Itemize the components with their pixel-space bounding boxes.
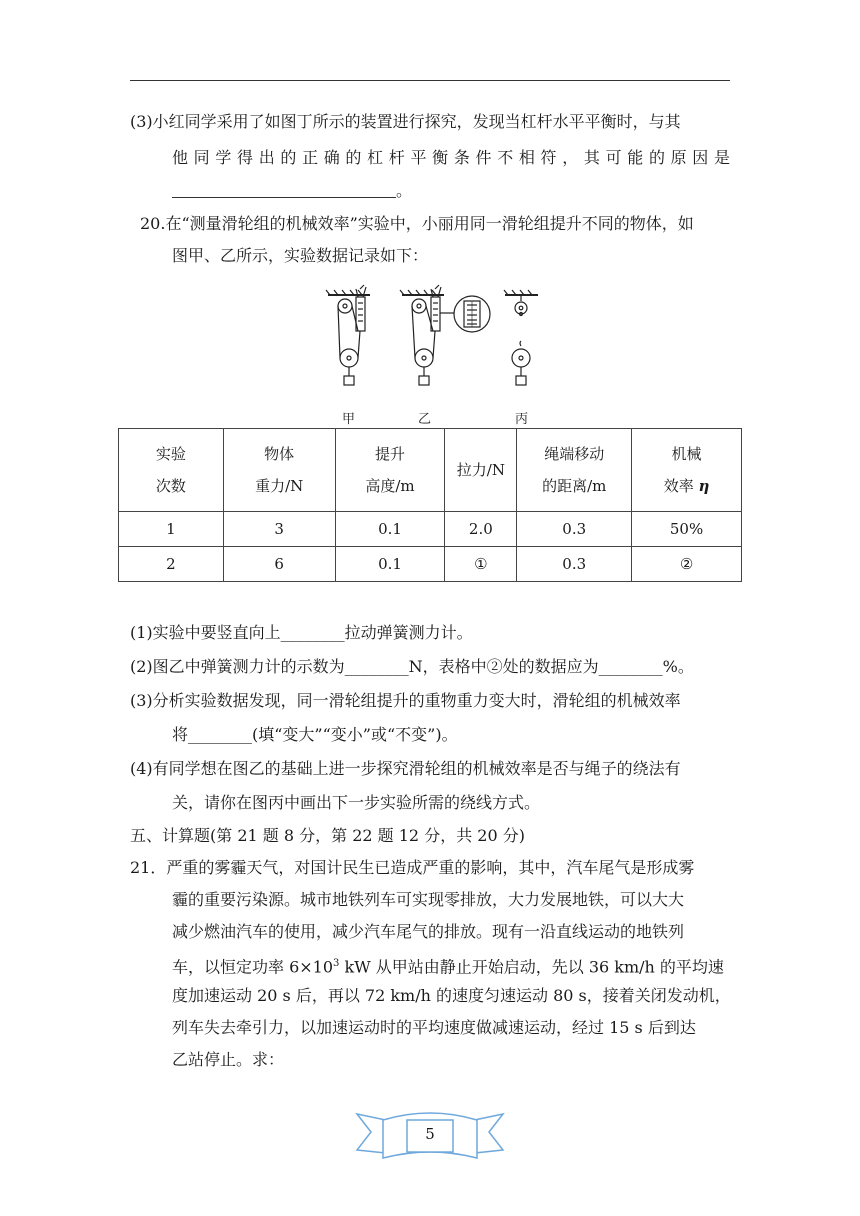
q21-line3: 减少燃油汽车的使用，减少汽车尾气的排放。现有一沿直线运动的地铁列: [172, 922, 685, 941]
table-cell: 2: [119, 547, 224, 582]
figure-label-yi: 乙: [418, 412, 432, 427]
table-cell: 0.3: [517, 547, 632, 582]
q20-line2: 图甲、乙所示，实验数据记录如下：: [172, 246, 429, 265]
table-row: [119, 512, 742, 547]
q20-sub3-line1: (3)分析实验数据发现，同一滑轮组提升的重物重力变大时，滑轮组的机械效率: [130, 691, 681, 710]
pulley-setup-jia: [326, 285, 370, 385]
header-efficiency: 机械 效率 η: [632, 429, 742, 512]
table-cell: 2.0: [445, 512, 517, 547]
pulley-setup-yi: [400, 285, 490, 385]
q20-sub1: (1)实验中要竖直向上________拉动弹簧测力计。: [130, 623, 473, 642]
table-cell: 0.1: [335, 547, 445, 582]
q21-line6: 列车失去牵引力，以加速运动时的平均速度做减速运动，经过 15 s 后到达: [172, 1018, 696, 1037]
table-cell: 0.3: [517, 512, 632, 547]
table-cell: 50%: [632, 512, 742, 547]
q19-3-end: 。: [396, 181, 413, 200]
q20-sub3-line2: 将________(填“变大”“变小”或“不变”)。: [172, 725, 458, 744]
q19-3-line2: 他同学得出的正确的杠杆平衡条件不相符，其可能的原因是: [172, 148, 730, 167]
table-row: [119, 547, 742, 582]
pulley-figure: [318, 283, 558, 428]
figure-label-bing: 丙: [515, 412, 529, 427]
answer-blank: [172, 181, 396, 198]
header-rule: [130, 80, 730, 81]
q21-line1: 21．严重的雾霾天气，对国计民生已造成严重的影响，其中，汽车尾气是形成雾: [130, 858, 695, 877]
header-object-weight: 物体 重力/N: [223, 429, 335, 512]
header-pull-force: 拉力/N: [445, 429, 517, 512]
table-cell: 1: [119, 512, 224, 547]
q21-line5: 度加速运动 20 s 后，再以 72 km/h 的速度匀速运动 80 s，接着关闭发动机，: [172, 986, 731, 1005]
pulley-setup-bing: [504, 290, 538, 385]
eta-symbol: η: [698, 477, 710, 495]
table-header-row: [119, 429, 742, 512]
table-cell: 3: [223, 512, 335, 547]
q20-sub4-line1: (4)有同学想在图乙的基础上进一步探究滑轮组的机械效率是否与绳子的绕法有: [130, 759, 681, 778]
table-cell: 6: [223, 547, 335, 582]
header-trial-number: 实验 次数: [119, 429, 224, 512]
table-cell: ①: [445, 547, 517, 582]
table-cell: 0.1: [335, 512, 445, 547]
figure-label-jia: 甲: [342, 412, 356, 427]
page-number: 5: [425, 1125, 435, 1143]
q20-sub4-line2: 关，请你在图丙中画出下一步实验所需的绕线方式。: [172, 793, 541, 812]
q21-line2: 霾的重要污染源。城市地铁列车可实现零排放，大力发展地铁，可以大大: [172, 890, 685, 909]
q21-line7: 乙站停止。求：: [172, 1050, 285, 1069]
q19-3-answer-line: [172, 180, 412, 202]
section5-heading: 五、计算题(第 21 题 8 分，第 22 题 12 分，共 20 分): [130, 826, 525, 845]
q19-3-line1: (3)小红同学采用了如图丁所示的装置进行探究，发现当杠杆水平平衡时，与其: [130, 112, 681, 131]
q21-line4: 车，以恒定功率 $6\times 10^3$ kW 从甲站由静止开始启动，先以 36 km/h 的平均速: [172, 957, 724, 977]
header-lift-height: 提升 高度/m: [335, 429, 445, 512]
table-cell: ②: [632, 547, 742, 582]
header-rope-distance: 绳端移动 的距离/m: [517, 429, 632, 512]
experiment-data-table: [118, 428, 742, 582]
q20-line1: 20.在“测量滑轮组的机械效率”实验中，小丽用同一滑轮组提升不同的物体，如: [140, 214, 694, 233]
q20-sub2: (2)图乙中弹簧测力计的示数为________N，表格中②处的数据应为________%。: [130, 657, 694, 676]
